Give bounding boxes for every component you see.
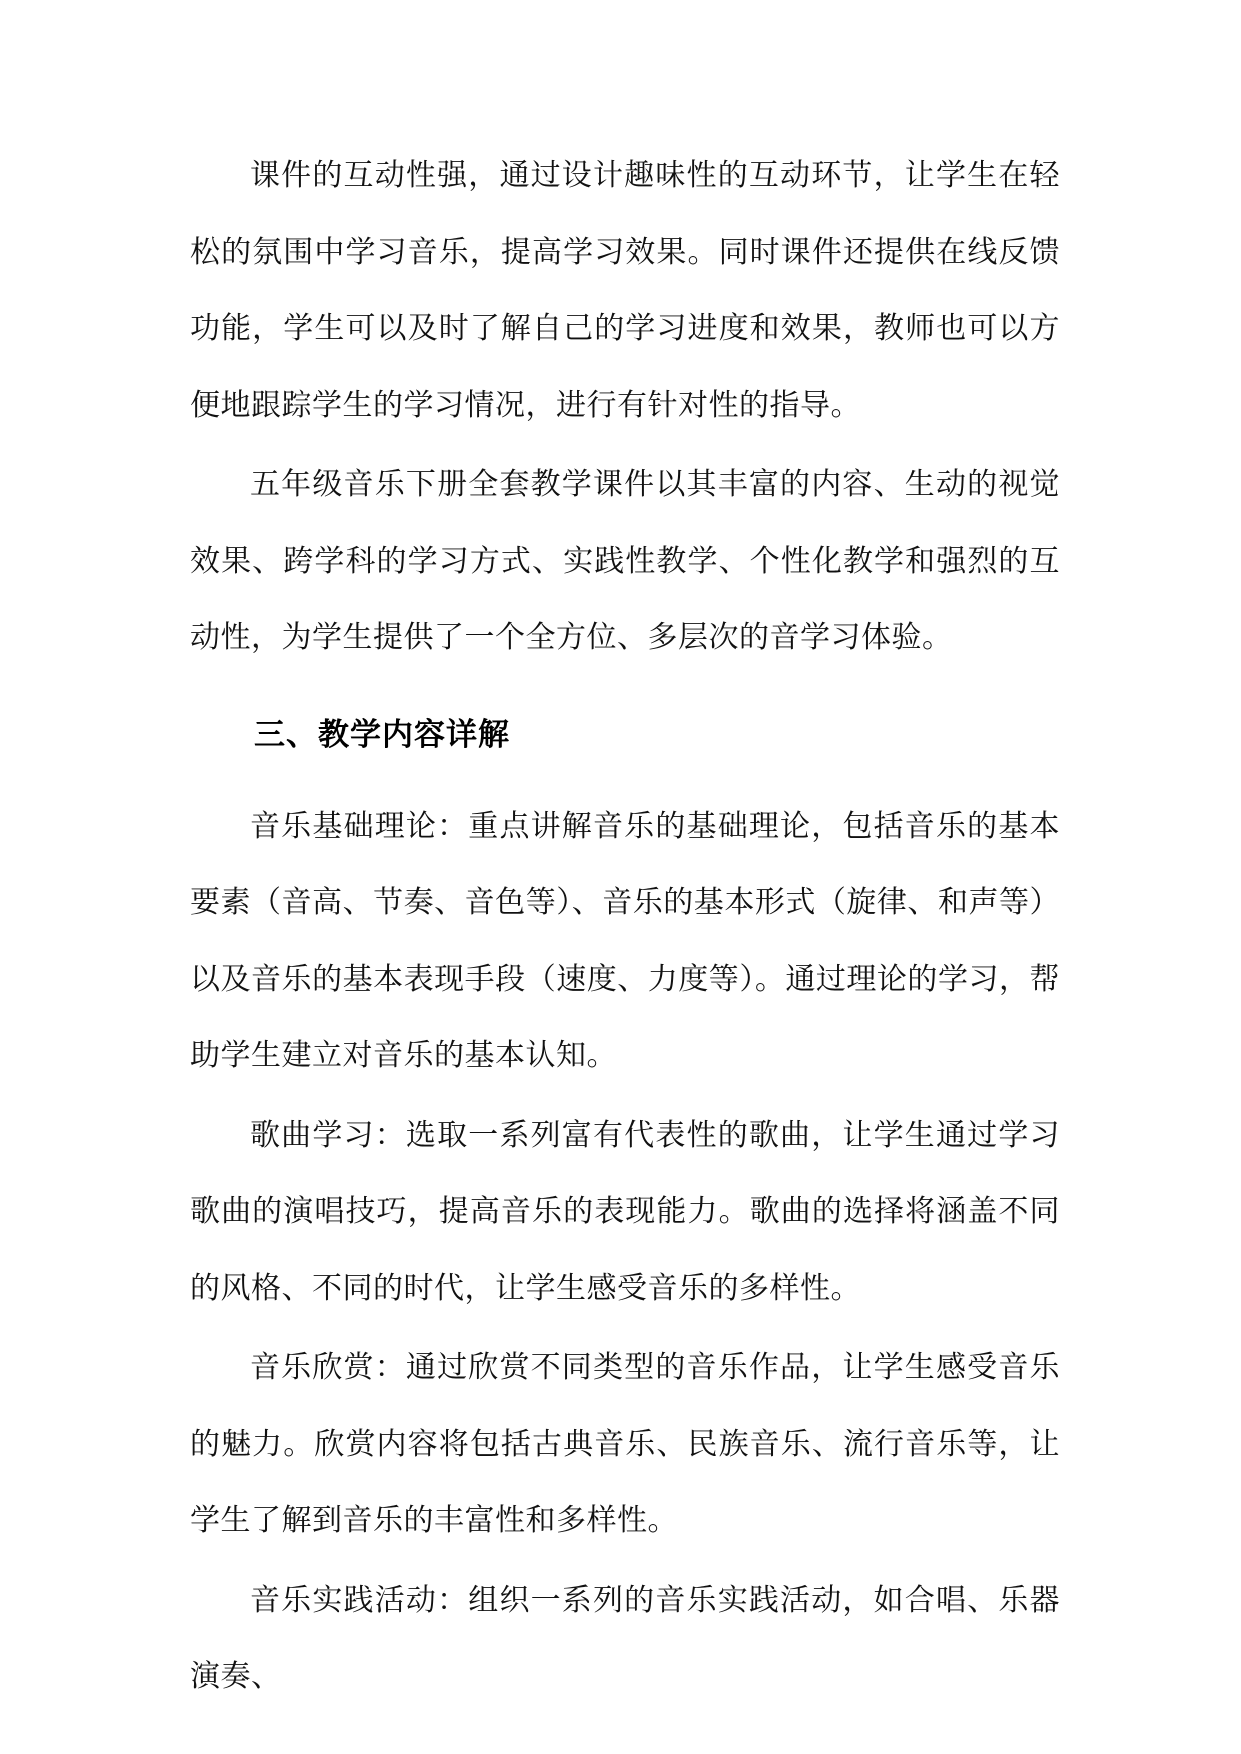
- paragraph-interactivity: 课件的互动性强，通过设计趣味性的互动环节，让学生在轻松的氛围中学习音乐，提高学习效果。同时课件还提供在线反馈功能，学生可以及时了解自己的学习进度和效果，教师也可以方便地跟踪学生的学习情况，进行有针对性的指导。: [190, 158, 1060, 423]
- paragraph-practice-activities: 音乐实践活动：组织一系列的音乐实践活动，如合唱、乐器演奏、: [190, 1582, 1060, 1694]
- document-body: [190, 138, 1060, 1719]
- paragraph-song-learning: 歌曲学习：选取一系列富有代表性的歌曲，让学生通过学习歌曲的演唱技巧，提高音乐的表现能力。歌曲的选择将涵盖不同的风格、不同的时代，让学生感受音乐的多样性。: [190, 1117, 1060, 1306]
- paragraph-music-appreciation: 音乐欣赏：通过欣赏不同类型的音乐作品，让学生感受音乐的魅力。欣赏内容将包括古典音乐、民族音乐、流行音乐等，让学生了解到音乐的丰富性和多样性。: [190, 1350, 1060, 1538]
- paragraph-summary: 五年级音乐下册全套教学课件以其丰富的内容、生动的视觉效果、跨学科的学习方式、实践性教学、个性化教学和强烈的互动性，为学生提供了一个全方位、多层次的音学习体验。: [190, 467, 1060, 655]
- section-heading: 三、教学内容详解: [254, 716, 510, 753]
- paragraph-music-theory: 音乐基础理论：重点讲解音乐的基础理论，包括音乐的基本要素（音高、节奏、音色等）、音乐的基本形式（旋律、和声等）以及音乐的基本表现手段（速度、力度等）。通过理论的学习，帮助学生建立对音乐的基本认知。: [190, 808, 1060, 1073]
